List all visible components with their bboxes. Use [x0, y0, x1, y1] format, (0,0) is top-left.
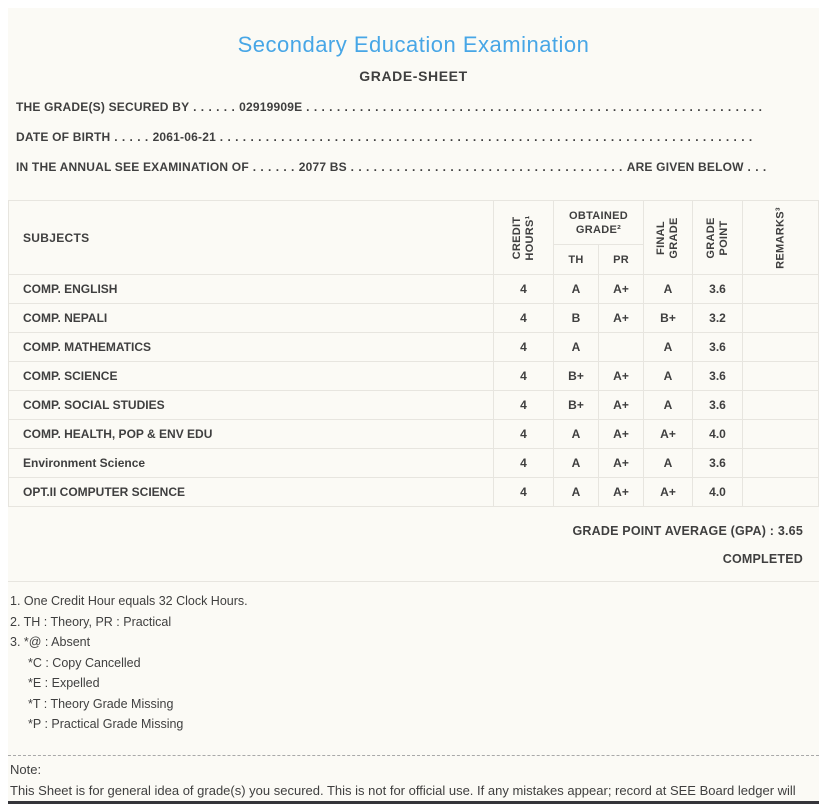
table-row	[9, 362, 819, 391]
gpa-line	[8, 523, 803, 539]
dob-label: DATE OF BIRTH	[16, 130, 111, 144]
col-header-subjects: SUBJECTS	[9, 201, 494, 275]
table-row	[9, 275, 819, 304]
gpa-value: 3.65	[777, 524, 803, 538]
grade-point-cell: 3.6	[693, 333, 743, 362]
final-grade-cell: B+	[644, 304, 693, 333]
table-row	[9, 333, 819, 362]
col-header-final-grade	[644, 201, 693, 275]
grade-point-cell: 3.6	[693, 362, 743, 391]
remarks-cell	[743, 304, 819, 333]
final-grade-cell: A	[644, 449, 693, 478]
gpa-label: GRADE POINT AVERAGE (GPA) :	[572, 524, 775, 538]
credit-hours-cell: 4	[494, 333, 554, 362]
col-header-th: TH	[554, 245, 599, 275]
summary-block	[8, 507, 819, 582]
table-row	[9, 449, 819, 478]
dot-leader: . . . . . . . . . . . . . . . . . . . . . . . . . . . . . . . . . . . . . . . . . . . . . . . . . . . . . . . . . . . . . . . . . . . . . .	[215, 130, 753, 144]
dot-leader: . . . . . . . . . . . . . . . . . . . . . . . . . . . . . . . . . . . .	[346, 160, 627, 174]
footnote-item: 2. TH : Theory, PR : Practical	[10, 614, 172, 629]
final-grade-cell: A	[644, 391, 693, 420]
th-grade-cell: B+	[554, 391, 599, 420]
exam-year-label: IN THE ANNUAL SEE EXAMINATION OF	[16, 160, 249, 174]
dob-line	[16, 122, 811, 152]
grade-secured-label: THE GRADE(S) SECURED BY	[16, 100, 190, 114]
credit-hours-cell: 4	[494, 449, 554, 478]
subject-cell: COMP. SOCIAL STUDIES	[9, 391, 494, 420]
dot-leader: . . .	[743, 160, 767, 174]
credit-hours-cell: 4	[494, 362, 554, 391]
col-header-pr: PR	[599, 245, 644, 275]
remarks-cell	[743, 478, 819, 507]
remarks-cell	[743, 449, 819, 478]
exam-year-line	[16, 152, 811, 182]
remarks-cell	[743, 333, 819, 362]
remarks-cell	[743, 362, 819, 391]
th-grade-cell: A	[554, 478, 599, 507]
grade-point-cell: 3.2	[693, 304, 743, 333]
subject-cell: COMP. NEPALI	[9, 304, 494, 333]
grade-point-cell: 4.0	[693, 478, 743, 507]
th-grade-cell: A	[554, 333, 599, 362]
credit-hours-cell: 4	[494, 391, 554, 420]
th-grade-cell: A	[554, 275, 599, 304]
credit-hours-cell: 4	[494, 420, 554, 449]
exam-title: Secondary Education Examination	[237, 32, 590, 57]
grade-point-cell: 3.6	[693, 391, 743, 420]
note-label: Note:	[10, 762, 42, 777]
exam-year-value: 2077 BS	[298, 160, 347, 174]
final-grade-cell: A	[644, 362, 693, 391]
footnote-item: 1. One Credit Hour equals 32 Clock Hours.	[10, 594, 248, 608]
pr-grade-cell	[599, 333, 644, 362]
dot-leader: . . . . . .	[248, 160, 299, 174]
subject-cell: COMP. ENGLISH	[9, 275, 494, 304]
dot-leader: . . . . .	[110, 130, 153, 144]
pr-grade-cell: A+	[599, 478, 644, 507]
subject-cell: COMP. MATHEMATICS	[9, 333, 494, 362]
remarks-label: REMARKS³	[774, 206, 786, 269]
symbol-number-value: 02919909E	[239, 100, 303, 114]
subject-cell: COMP. HEALTH, POP & ENV EDU	[9, 420, 494, 449]
footnotes	[8, 582, 819, 735]
grade-table	[8, 200, 819, 507]
remarks-cell	[743, 391, 819, 420]
footnote-subitem: *C : Copy Cancelled	[28, 655, 141, 670]
credit-hours-cell: 4	[494, 478, 554, 507]
grade-sheet	[8, 8, 819, 804]
th-grade-cell: B+	[554, 362, 599, 391]
grade-point-cell: 3.6	[693, 449, 743, 478]
subject-cell: Environment Science	[9, 449, 494, 478]
pr-grade-cell: A+	[599, 304, 644, 333]
col-header-credit-hours	[494, 201, 554, 275]
pr-grade-cell: A+	[599, 362, 644, 391]
col-header-grade-point	[693, 201, 743, 275]
remarks-cell	[743, 275, 819, 304]
footnote-subitem: *T : Theory Grade Missing	[28, 696, 174, 711]
credit-hours-cell: 4	[494, 275, 554, 304]
remarks-cell	[743, 420, 819, 449]
grade-secured-line	[16, 92, 811, 122]
final-grade-cell: A	[644, 275, 693, 304]
credit-hours-cell: 4	[494, 304, 554, 333]
footnote-item: 3. *@ : Absent	[10, 635, 91, 649]
table-row	[9, 478, 819, 507]
grade-point-cell: 4.0	[693, 420, 743, 449]
col-header-remarks	[743, 201, 819, 275]
final-grade-label: FINAL GRADE	[655, 216, 681, 259]
grade-sheet-heading: GRADE-SHEET	[359, 68, 468, 84]
th-grade-cell: A	[554, 420, 599, 449]
footer	[8, 755, 819, 804]
pr-grade-cell: A+	[599, 420, 644, 449]
subject-cell: COMP. SCIENCE	[9, 362, 494, 391]
pr-grade-cell: A+	[599, 391, 644, 420]
final-grade-cell: A	[644, 333, 693, 362]
final-grade-cell: A+	[644, 420, 693, 449]
table-row	[9, 391, 819, 420]
footnote-subitem: *E : Expelled	[28, 676, 100, 690]
final-grade-cell: A+	[644, 478, 693, 507]
footnote-subitem: *P : Practical Grade Missing	[28, 717, 184, 731]
table-row	[9, 420, 819, 449]
pr-grade-cell: A+	[599, 275, 644, 304]
dot-leader: . . . . . .	[189, 100, 240, 114]
dob-value: 2061-06-21	[152, 130, 216, 144]
grade-point-cell: 3.6	[693, 275, 743, 304]
pr-grade-cell: A+	[599, 449, 644, 478]
col-header-obtained-grade: OBTAINED GRADE²	[554, 201, 644, 245]
disclaimer-text: This Sheet is for general idea of grade(s) you secured. This is not for official use. If any mistakes appear; record at SEE Board ledger will	[10, 783, 796, 798]
th-grade-cell: A	[554, 449, 599, 478]
th-grade-cell: B	[554, 304, 599, 333]
result-status: COMPLETED	[722, 552, 803, 566]
are-given-below-label: ARE GIVEN BELOW	[626, 160, 744, 174]
dot-leader: . . . . . . . . . . . . . . . . . . . . . . . . . . . . . . . . . . . . . . . . . . . . . . . . . . . . . . . . . . . .	[302, 100, 763, 114]
grade-point-label: GRADE POINT	[704, 216, 730, 259]
subject-cell: OPT.II COMPUTER SCIENCE	[9, 478, 494, 507]
info-lines	[8, 92, 819, 182]
table-row	[9, 304, 819, 333]
credit-hours-label: CREDIT HOURS¹	[510, 214, 536, 261]
